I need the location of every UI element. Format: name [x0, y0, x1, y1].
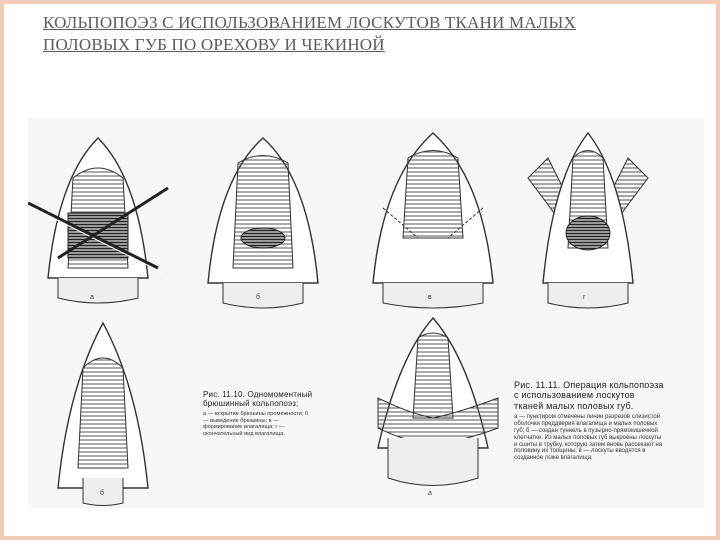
- slide-border-top: [4, 0, 716, 4]
- caption-right-body: а — пунктиром отмечены линии разрезов слизистой оболочки преддверия влагалища и малых половых губ; б — создан туннель в пузырно-прямокишечной клетчатке. Из малых половых губ выкроены лоскуты и сшиты в трубку, которую затем вновь рассекают на половину их толщины; в — лоскуты вводятся в созданное ложе влагалища.: [514, 414, 663, 462]
- caption-figure-11-10: [203, 390, 315, 437]
- figure-c-top: [373, 133, 493, 308]
- figure-label-a: а: [90, 294, 94, 301]
- caption-left-title: Рис. 11.10. Одномоментный брюшинный кольпопоэз:: [203, 390, 313, 409]
- figure-a-top: [28, 138, 168, 303]
- caption-right-title: Рис. 11.11. Операция кольпопоэза с использованием лоскутов тканей малых половых губ.: [514, 380, 664, 411]
- figure-label-a-bottom: а: [428, 490, 432, 497]
- figure-b-bottom: [58, 323, 148, 506]
- slide-border-right: [716, 0, 720, 540]
- slide-border-left: [0, 0, 4, 540]
- caption-left-body: а — вскрытие брюшины промежности; б — выведение брюшины; в — формирование влагалища; г — окончательный вид влагалища.: [203, 411, 309, 437]
- figure-label-b-bottom: б: [100, 490, 105, 497]
- figure-label-c: в: [428, 294, 432, 301]
- caption-figure-11-11: [514, 380, 664, 462]
- figure-label-d: г: [583, 294, 586, 301]
- figure-a-bottom: [378, 318, 498, 486]
- slide-title: КОЛЬПОПОЭЗ С ИСПОЛЬЗОВАНИЕМ ЛОСКУТОВ ТКАНИ МАЛЫХ ПОЛОВЫХ ГУБ ПО ОРЕХОВУ И ЧЕКИНОЙ: [43, 13, 576, 54]
- scanned-figure: [28, 118, 704, 508]
- figure-d-top: [528, 133, 648, 308]
- slide-border-bottom: [4, 536, 716, 540]
- figure-label-b: б: [256, 294, 261, 301]
- figure-b-top: [208, 138, 318, 308]
